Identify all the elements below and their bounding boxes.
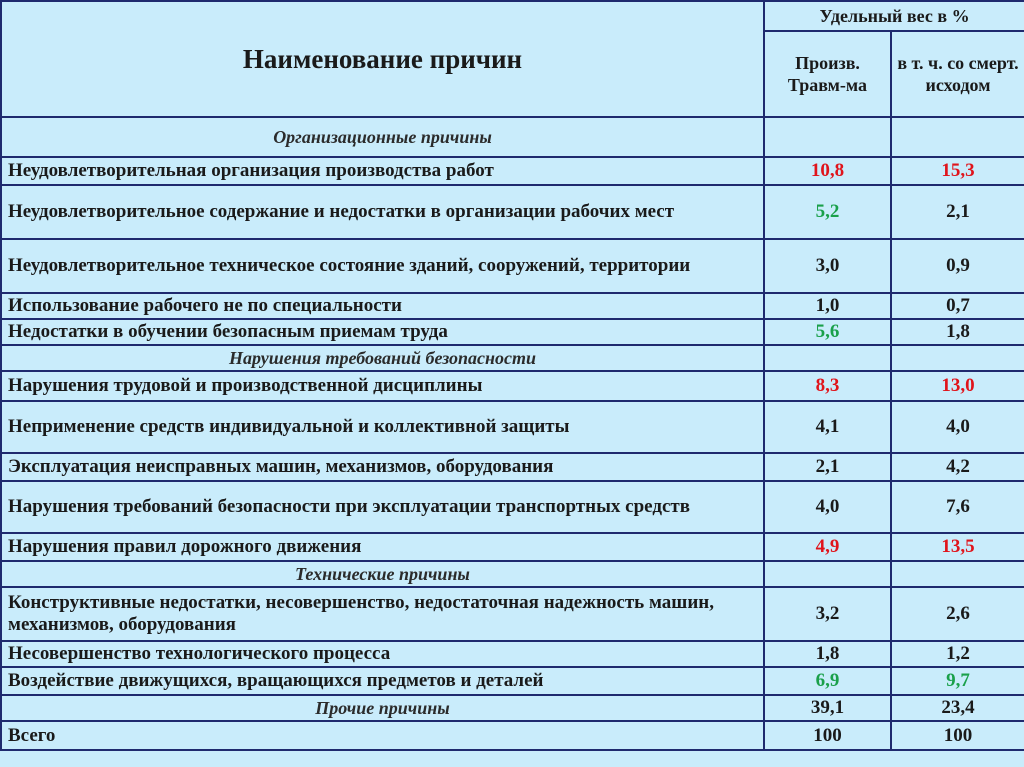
fatal-share-value: 0,9 [891,239,1024,293]
injury-share-value: 6,9 [764,667,891,695]
cause-label: Нарушения правил дорожного движения [1,533,764,561]
fatal-share-value: 9,7 [891,667,1024,695]
table-row [1,641,1024,667]
table-row [1,371,1024,401]
section-label: Прочие причины [1,695,764,721]
injury-share-value: 2,1 [764,453,891,481]
injury-share-value: 5,6 [764,319,891,345]
cause-label: Всего [1,721,764,750]
cause-label: Использование рабочего не по специальности [1,293,764,319]
injury-share-value: 1,0 [764,293,891,319]
fatal-share-value: 2,1 [891,185,1024,239]
table-row [1,667,1024,695]
injury-share-value: 4,9 [764,533,891,561]
section-row [1,117,1024,157]
table-row [1,533,1024,561]
fatal-share-value [891,345,1024,371]
cause-label: Воздействие движущихся, вращающихся предметов и деталей [1,667,764,695]
cause-label: Неприменение средств индивидуальной и коллективной защиты [1,401,764,453]
table-row [1,481,1024,533]
injury-share-value: 4,0 [764,481,891,533]
injury-share-value: 8,3 [764,371,891,401]
cause-label: Неудовлетворительная организация производства работ [1,157,764,185]
section-row [1,695,1024,721]
header-col-injuries: Произв. Травм-ма [764,31,891,117]
total-row [1,721,1024,750]
cause-label: Нарушения требований безопасности при эксплуатации транспортных средств [1,481,764,533]
injury-share-value [764,561,891,587]
fatal-share-value: 1,8 [891,319,1024,345]
section-row [1,561,1024,587]
fatal-share-value: 13,0 [891,371,1024,401]
fatal-share-value: 4,2 [891,453,1024,481]
injury-share-value: 4,1 [764,401,891,453]
section-label: Технические причины [1,561,764,587]
table-row [1,239,1024,293]
section-row [1,345,1024,371]
fatal-share-value [891,561,1024,587]
table-row [1,453,1024,481]
table-row [1,157,1024,185]
cause-label: Нарушения трудовой и производственной дисциплины [1,371,764,401]
injury-share-value: 5,2 [764,185,891,239]
header-col-fatal: в т. ч. со смерт. исходом [891,31,1024,117]
cause-label: Эксплуатация неисправных машин, механизмов, оборудования [1,453,764,481]
fatal-share-value: 0,7 [891,293,1024,319]
table-row [1,587,1024,641]
injury-share-value [764,117,891,157]
section-label: Нарушения требований безопасности [1,345,764,371]
cause-label: Недостатки в обучении безопасным приемам труда [1,319,764,345]
injury-share-value: 100 [764,721,891,750]
header-title: Наименование причин [1,1,764,117]
fatal-share-value: 4,0 [891,401,1024,453]
injury-share-value: 10,8 [764,157,891,185]
cause-label: Конструктивные недостатки, несовершенство, недостаточная надежность машин, механизмов, оборудования [1,587,764,641]
table-row [1,185,1024,239]
header-group: Удельный вес в % [764,1,1024,31]
fatal-share-value: 23,4 [891,695,1024,721]
injury-share-value: 3,2 [764,587,891,641]
table-row [1,319,1024,345]
fatal-share-value: 2,6 [891,587,1024,641]
cause-label: Неудовлетворительное содержание и недостатки в организации рабочих мест [1,185,764,239]
section-label: Организационные причины [1,117,764,157]
injury-share-value: 1,8 [764,641,891,667]
fatal-share-value: 1,2 [891,641,1024,667]
fatal-share-value: 7,6 [891,481,1024,533]
table-row [1,401,1024,453]
injury-share-value [764,345,891,371]
fatal-share-value: 100 [891,721,1024,750]
fatal-share-value: 13,5 [891,533,1024,561]
cause-label: Несовершенство технологического процесса [1,641,764,667]
table-row [1,293,1024,319]
cause-label: Неудовлетворительное техническое состояние зданий, сооружений, территории [1,239,764,293]
injury-share-value: 39,1 [764,695,891,721]
fatal-share-value: 15,3 [891,157,1024,185]
injury-share-value: 3,0 [764,239,891,293]
fatal-share-value [891,117,1024,157]
